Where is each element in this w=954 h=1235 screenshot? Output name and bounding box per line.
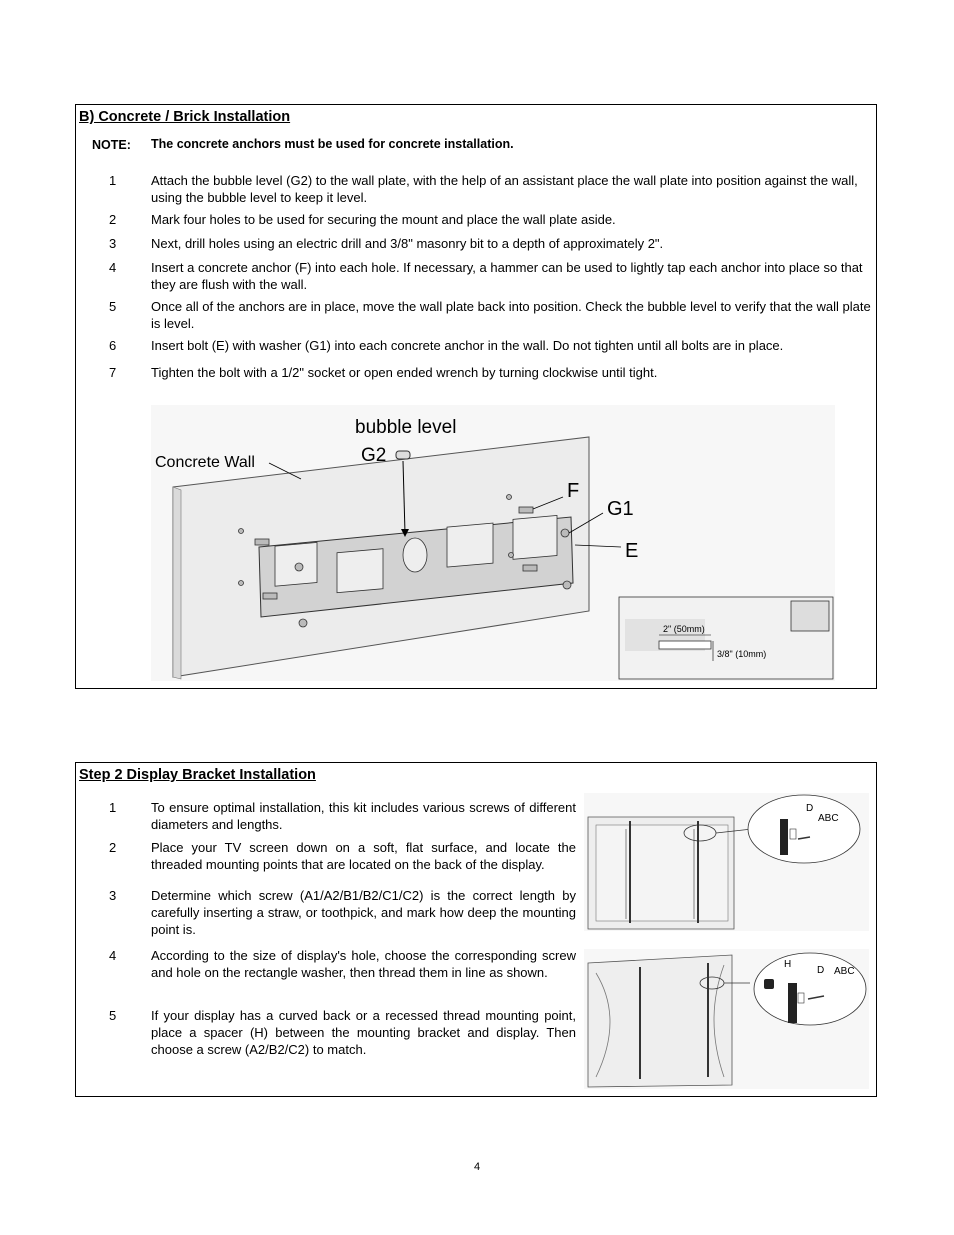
note-label: NOTE: bbox=[92, 138, 131, 152]
concrete-wall-figure bbox=[151, 405, 835, 681]
step-text: Tighten the bolt with a 1/2" socket or open ended wrench by turning clockwise until tight. bbox=[151, 365, 658, 380]
abc-label: ABC bbox=[818, 813, 839, 824]
step-number: 6 bbox=[109, 338, 117, 353]
section-heading: Step 2 Display Bracket Installation bbox=[79, 767, 316, 783]
step-text: Mark four holes to be used for securing the mount and place the wall plate aside. bbox=[151, 212, 616, 227]
concrete-installation-section bbox=[75, 104, 877, 689]
step-number: 5 bbox=[109, 1008, 117, 1023]
note-text: The concrete anchors must be used for concrete installation. bbox=[151, 137, 514, 151]
e-label: E bbox=[625, 540, 639, 562]
step-text: According to the size of display's hole, choose the corresponding screw and hole on the rectangle washer, then thread them in line as shown. bbox=[151, 948, 576, 980]
d-label: D bbox=[817, 965, 825, 976]
bracket-figure-bottom bbox=[584, 949, 869, 1089]
step-number: 4 bbox=[109, 948, 117, 963]
step-number: 3 bbox=[109, 236, 117, 251]
step-text: Determine which screw (A1/A2/B1/B2/C1/C2) is the correct length by carefully inserting a straw, or toothpick, and mark how deep the mounting point is. bbox=[151, 888, 576, 937]
display-bracket-section bbox=[75, 762, 877, 1097]
f-label: F bbox=[567, 480, 580, 502]
spacer-h-icon bbox=[764, 979, 774, 989]
step-text: Insert bolt (E) with washer (G1) into each concrete anchor in the wall. Do not tighten until all bolts are in place. bbox=[151, 338, 784, 353]
step-text: If your display has a curved back or a recessed thread mounting point, place a spacer (H) between the mounting bracket and display. Then choose a screw (A2/B2/C2) to match. bbox=[151, 1008, 576, 1057]
step-number: 2 bbox=[109, 212, 117, 227]
step-text: Next, drill holes using an electric drill and 3/8" masonry bit to a depth of approximately 2". bbox=[151, 236, 664, 251]
depth-label: 2" (50mm) bbox=[663, 624, 705, 634]
step-number: 5 bbox=[109, 299, 117, 314]
drill-icon bbox=[791, 601, 829, 631]
abc-label: ABC bbox=[834, 966, 855, 977]
concrete-wall-label: Concrete Wall bbox=[155, 454, 255, 471]
step-text: Insert a concrete anchor (F) into each hole. If necessary, a hammer can be used to lightly tap each anchor into place so that they are flush with the wall. bbox=[151, 260, 863, 292]
step-number: 2 bbox=[109, 840, 117, 855]
bracket-figure-top bbox=[584, 793, 869, 931]
g2-label: G2 bbox=[361, 445, 387, 466]
step-number: 4 bbox=[109, 260, 117, 275]
d-label: D bbox=[806, 803, 814, 814]
step-text: Once all of the anchors are in place, move the wall plate back into position. Check the bubble level to verify that the wall plate is level. bbox=[151, 299, 871, 331]
section-heading: B) Concrete / Brick Installation bbox=[79, 109, 291, 125]
step-text: Attach the bubble level (G2) to the wall plate, with the help of an assistant place the wall plate into position against the wall, using the bubble level to keep it level. bbox=[151, 173, 858, 205]
step-number: 1 bbox=[109, 173, 117, 188]
bubble-level-label: bubble level bbox=[355, 417, 457, 438]
g1-label: G1 bbox=[607, 498, 634, 520]
step-text: To ensure optimal installation, this kit includes various screws of different diameters and lengths. bbox=[151, 800, 576, 832]
step-number: 3 bbox=[109, 888, 117, 903]
diameter-label: 3/8" (10mm) bbox=[717, 649, 767, 659]
step-number: 7 bbox=[109, 365, 117, 380]
step-text: Place your TV screen down on a soft, flat surface, and locate the threaded mounting points that are located on the back of the display. bbox=[151, 840, 576, 872]
step-number: 1 bbox=[109, 800, 117, 815]
page-number: 4 bbox=[473, 1161, 481, 1173]
h-label: H bbox=[784, 959, 792, 970]
